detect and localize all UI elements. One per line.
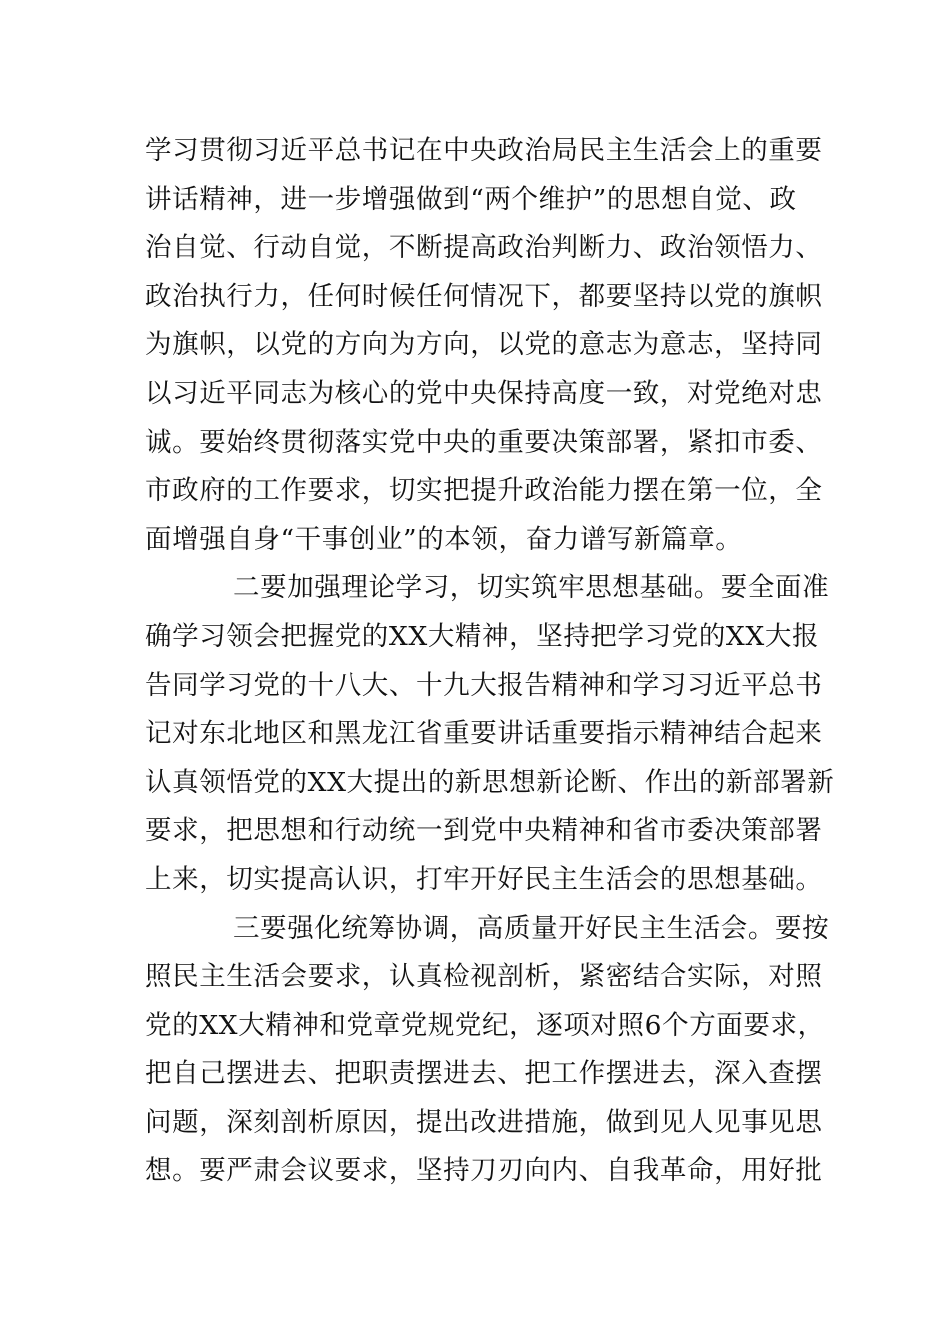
text-line: 二要加强理论学习，切实筑牢思想基础。要全面准 — [233, 572, 830, 604]
text-line: 要求，把思想和行动统一到党中央精神和省市委决策部署 — [145, 815, 823, 847]
text-line: 把自己摆进去、把职责摆进去、把工作摆进去，深入查摆 — [145, 1058, 823, 1090]
text-line: 治自觉、行动自觉，不断提高政治判断力、政治领悟力、 — [145, 232, 823, 264]
paragraph-2 — [145, 564, 835, 904]
text-line: 市政府的工作要求，切实把提升政治能力摆在第一位，全 — [145, 475, 823, 507]
paragraph-3 — [145, 905, 830, 1197]
text-line: 以习近平同志为核心的党中央保持高度一致，对党绝对忠 — [145, 377, 823, 409]
text-line: 告同学习党的十八大、十九大报告精神和学习习近平总书 — [145, 669, 823, 701]
text-line: 党的XX大精神和党章党规党纪，逐项对照6个方面要求， — [145, 1009, 825, 1041]
text-line: 记对东北地区和黑龙江省重要讲话重要指示精神结合起来 — [145, 718, 823, 750]
text-line: 问题，深刻剖析原因，提出改进措施，做到见人见事见思 — [145, 1106, 823, 1138]
text-line: 面增强自身“干事创业”的本领，奋力谱写新篇章。 — [145, 523, 743, 555]
text-line: 诚。要始终贯彻落实党中央的重要决策部署，紧扣市委、 — [145, 426, 823, 458]
text-line: 讲话精神，进一步增强做到“两个维护”的思想自觉、政 — [145, 183, 797, 215]
text-line: 确学习领会把握党的XX大精神，坚持把学习党的XX大报 — [145, 620, 820, 652]
text-line: 学习贯彻习近平总书记在中央政治局民主生活会上的重要 — [145, 135, 823, 166]
text-line: 为旗帜，以党的方向为方向，以党的意志为意志，坚持同 — [145, 329, 823, 361]
text-line: 上来，切实提高认识，打牢开好民主生活会的思想基础。 — [145, 863, 823, 895]
text-line: 认真领悟党的XX大提出的新思想新论断、作出的新部署新 — [145, 766, 835, 798]
text-line: 想。要严肃会议要求，坚持刀刃向内、自我革命，用好批 — [145, 1155, 823, 1187]
text-line: 照民主生活会要求，认真检视剖析，紧密结合实际，对照 — [145, 961, 823, 993]
text-line: 政治执行力，任何时候任何情况下，都要坚持以党的旗帜 — [145, 280, 823, 312]
paragraph-1 — [145, 127, 823, 564]
document-body — [145, 127, 835, 1196]
text-line: 三要强化统筹协调，高质量开好民主生活会。要按 — [233, 912, 830, 944]
